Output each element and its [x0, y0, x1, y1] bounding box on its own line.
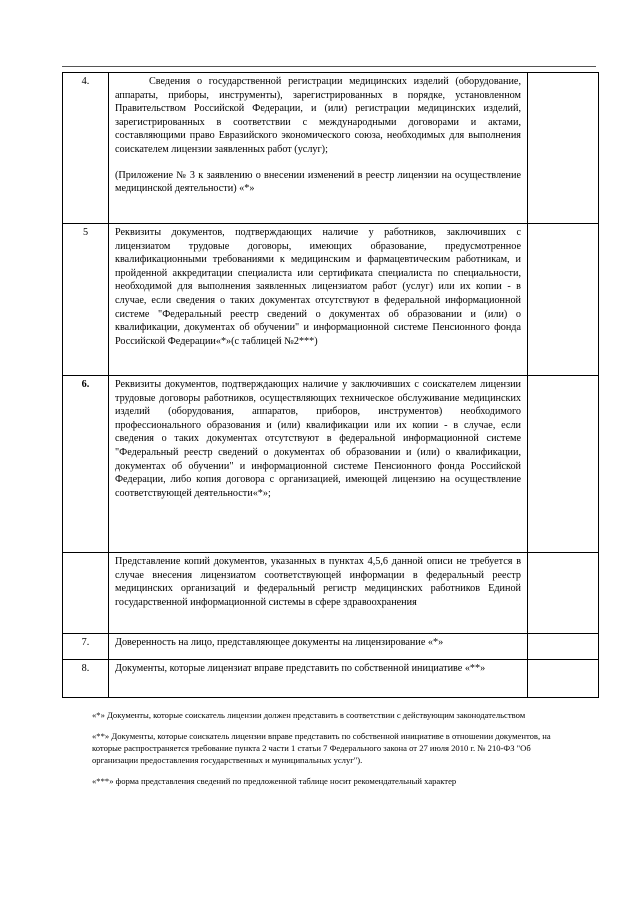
row-number: 5	[63, 224, 109, 376]
row-number	[63, 553, 109, 634]
row-paragraph: Реквизиты документов, подтверждающих наличие у заключивших с соискателем лицензии трудовые договоры работников, осуществляющих техническое обслуживание медицинских изделий (оборудования, аппаратов, приборов, инструментов) необходимого профессионального образования и (или) квалификации или их копии - в случае, если сведения о таких документах отсутствуют в федеральной информационной системе "Федеральный реестр сведений о документах об образовании и (или) о квалификации, документах об обучении" и информационной системе Пенсионного фонда Российской Федерации, либо копия договора с организацией, имеющей лицензию на осуществление соответствующей деятельности«*»;	[115, 379, 521, 499]
table-row	[63, 553, 599, 634]
row-number: 8.	[63, 660, 109, 698]
row-content	[109, 73, 528, 224]
row-number: 7.	[63, 634, 109, 660]
table-row	[63, 660, 599, 698]
table-row	[63, 224, 599, 376]
mark-cell[interactable]	[528, 660, 599, 698]
row-paragraph: Сведения о государственной регистрации медицинских изделий (оборудование, аппараты, приборы, инструменты), зарегистрированных в порядке, установленном Правительством Российской Федерации, и (или) регистрации медицинских изделий, зарегистрированных в соответствии с международными договорами и актами, составляющими право Евразийского экономического союза, необходимых для выполнения соискателем лицензии заявленных работ (услуг);	[115, 76, 521, 155]
table-row	[63, 73, 599, 224]
row-paragraph: Документы, которые лицензиат вправе представить по собственной инициативе «**»	[115, 663, 486, 674]
mark-cell[interactable]	[528, 376, 599, 553]
footnotes	[92, 709, 572, 796]
row-content	[109, 553, 528, 634]
row-content	[109, 660, 528, 698]
table-row	[63, 634, 599, 660]
table-row	[63, 376, 599, 553]
row-paragraph: Представление копий документов, указанных в пунктах 4,5,6 данной описи не требуется в случае внесения лицензиатом соответствующей информации в федеральный реестр медицинских организаций и федеральный регистр медицинских работников Единой государственной информационной системы в сфере здравоохранения	[115, 556, 521, 608]
mark-cell[interactable]	[528, 224, 599, 376]
row-paragraph: (Приложение № 3 к заявлению о внесении изменений в реестр лицензии на осуществление медицинской деятельности) «*»	[115, 169, 521, 195]
row-content	[109, 376, 528, 553]
row-content	[109, 634, 528, 660]
footnote: «***» форма представления сведений по предложенной таблице носит рекомендательный характер	[92, 776, 457, 786]
documents-table	[62, 72, 599, 698]
mark-cell[interactable]	[528, 553, 599, 634]
row-paragraph: Доверенность на лицо, представляющее документы на лицензирование «*»	[115, 637, 444, 648]
row-content	[109, 224, 528, 376]
row-number: 4.	[63, 73, 109, 224]
mark-cell[interactable]	[528, 73, 599, 224]
row-paragraph: Реквизиты документов, подтверждающих наличие у работников, заключивших с лицензиатом трудовые договоры, имеющих образование, предусмотренное квалификационными требованиями к медицинским и фармацевтическим работникам, и пройденной аккредитации специалиста или сертификата специалиста по специальности, необходимой для выполнения заявленных лицензиатом работ (услуг) или их копии - в случае, если сведения о таких документах отсутствуют в федеральной информационной системе "Федеральный реестр сведений о документах об образовании и (или) о квалификации, документах об обучении" и информационной системе Пенсионного фонда Российской Федерации«*»(с таблицей №2***)	[115, 227, 521, 347]
footnote: «**» Документы, которые соискатель лицензии вправе представить по собственной инициативе в отношении документов, на которые распространяется требование пункта 2 части 1 статьи 7 Федерального закона от 27 июля 2010 г. № 210-ФЗ "Об организации предоставления государственных и муниципальных услуг").	[92, 731, 551, 765]
row-number: 6.	[63, 376, 109, 553]
footnote: «*» Документы, которые соискатель лицензии должен представить в соответствии с действующим законодательством	[92, 710, 526, 720]
mark-cell[interactable]	[528, 634, 599, 660]
top-rule	[62, 66, 596, 67]
